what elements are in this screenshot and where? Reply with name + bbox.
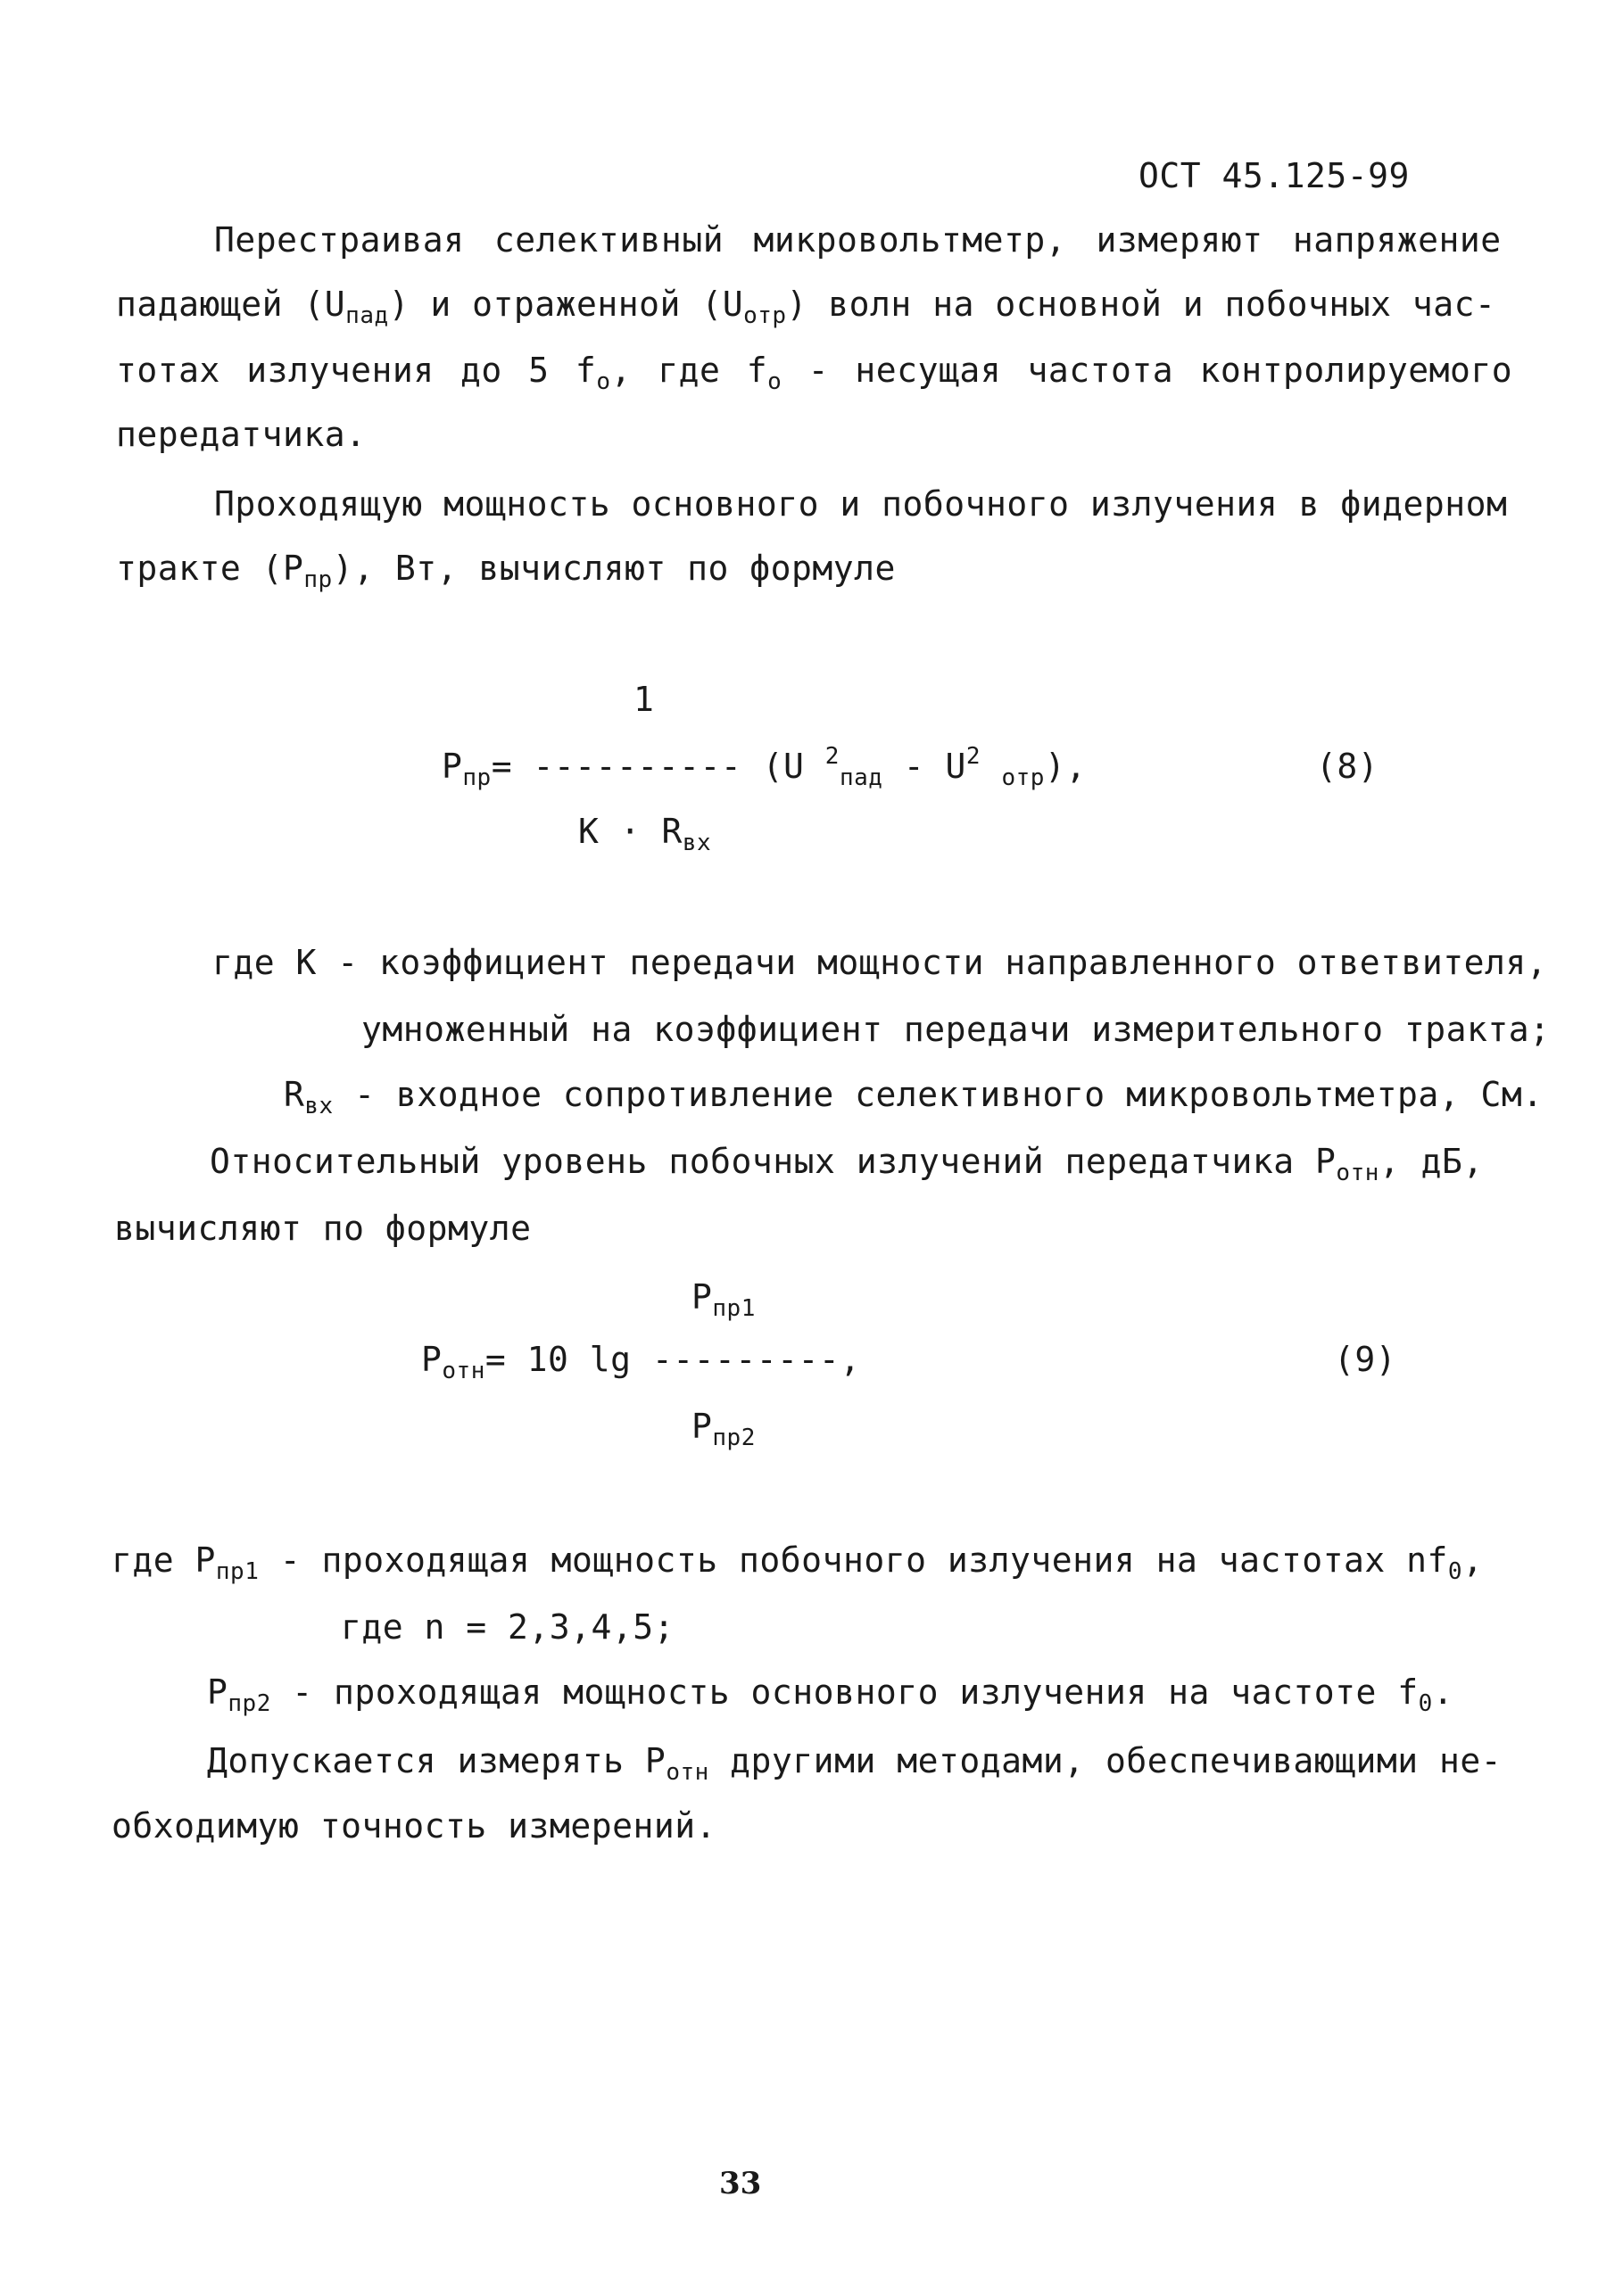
formula9-numerator: $P_{пр1}$ bbox=[691, 1277, 756, 1322]
para4-line2: обходимую точность измерений. bbox=[112, 1806, 716, 1846]
where8-line1: где К - коэффициент передачи мощности направленного ответвителя, bbox=[212, 943, 1548, 982]
para3-line1: Относительный уровень побочных излучений передатчика $P_{отн}$, дБ, bbox=[210, 1142, 1484, 1186]
formula9-denominator: $P_{пр2}$ bbox=[691, 1407, 756, 1451]
formula8-main: $P_{пр}=$ ---------- (U $^2_{пад} - U^2$ $_{отр}$), bbox=[442, 743, 1087, 791]
document-code: ОСТ 45.125-99 bbox=[1138, 156, 1410, 195]
para4-line1: Допускается измерять $P_{отн}$ другими методами, обеспечивающими не- bbox=[207, 1741, 1503, 1786]
formula9-number: (9) bbox=[1334, 1340, 1397, 1379]
where9-line2: где n = 2,3,4,5; bbox=[341, 1607, 675, 1647]
where9-line3: $P_{пр2}$ - проходящая мощность основного излучения на частоте $f_0$. bbox=[207, 1672, 1454, 1717]
para1-line4: передатчика. bbox=[116, 415, 367, 454]
where9-line1: где $P_{пр1}$ - проходящая мощность побочного излучения на частотах $nf_0$, bbox=[112, 1540, 1484, 1585]
page-number: 33 bbox=[719, 2166, 762, 2201]
formula8-number: (8) bbox=[1316, 747, 1379, 786]
formula8-numerator: 1 bbox=[633, 680, 655, 719]
para2-line1: Проходящую мощность основного и побочного излучения в фидерном bbox=[214, 484, 1508, 524]
para1-line1: Перестраивая селективный микровольтметр, измеряют напряжение bbox=[214, 220, 1502, 260]
para3-line2: вычисляют по формуле bbox=[114, 1209, 532, 1248]
formula8-denominator: $K \cdot R_{вх}$ bbox=[578, 812, 712, 856]
para1-line2: падающей $(U_{пад})$ и отраженной $(U_{отр})$ волн на основной и побочных час- bbox=[116, 285, 1496, 329]
formula9-main: $P_{отн}= 10$ lg ---------, bbox=[421, 1340, 861, 1384]
para2-line2: тракте $(P_{пр})$, Вт, вычисляют по формуле bbox=[116, 549, 896, 593]
para1-line3: тотах излучения до 5 $f_о$, где $f_о$ - несущая частота контролируемого bbox=[116, 351, 1513, 395]
where8-line2: умноженный на коэффициент передачи измерительного тракта; bbox=[361, 1010, 1551, 1049]
where8-line3: $R_{вх}$ - входное сопротивление селективного микровольтметра, См. bbox=[284, 1075, 1544, 1119]
